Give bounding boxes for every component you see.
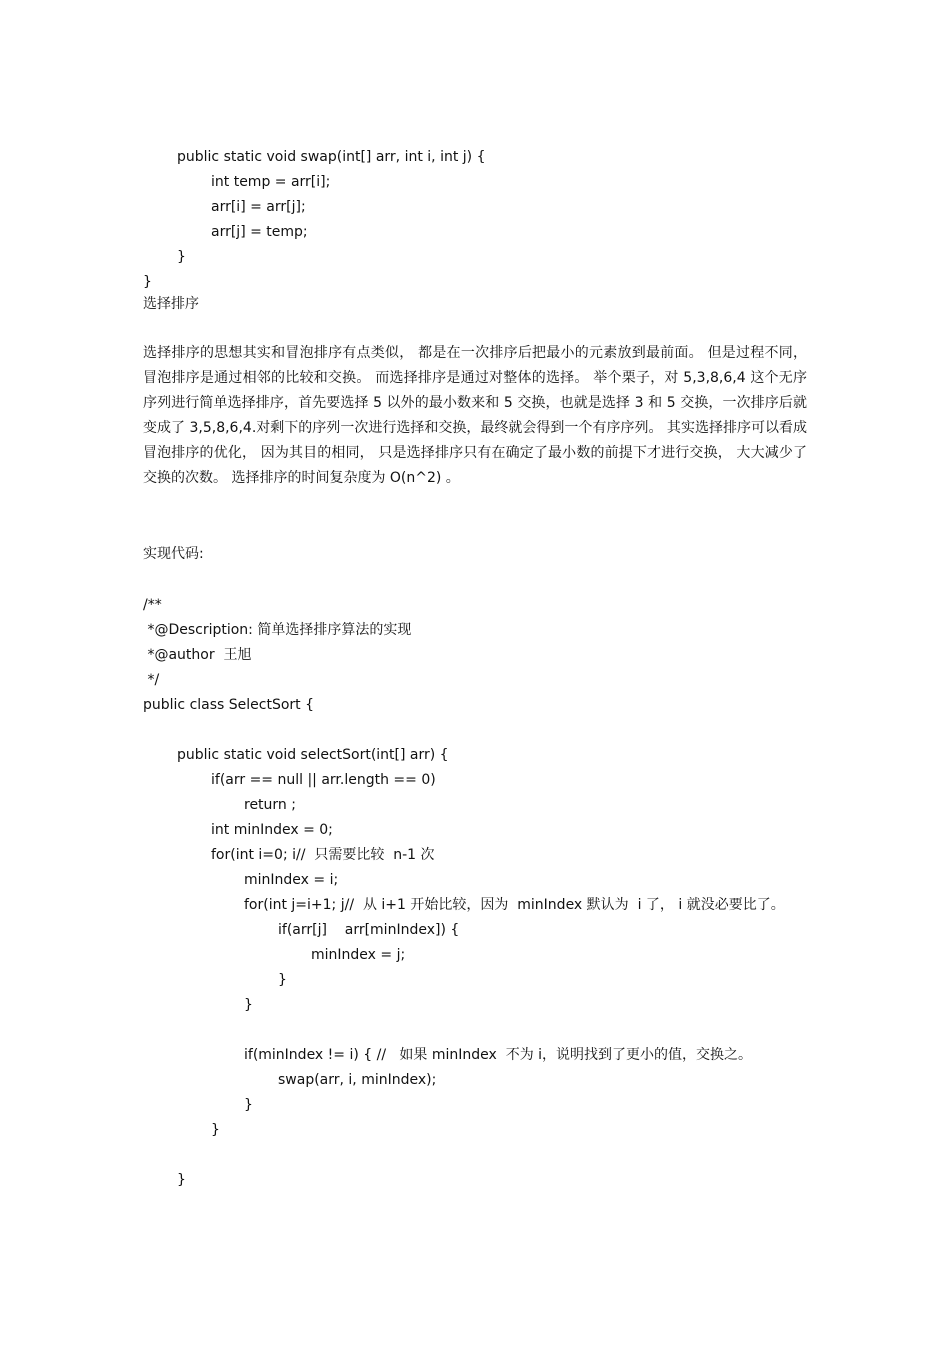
code-line: minIndex = i; (244, 872, 339, 888)
code-line: if(arr == null || arr.length == 0) (211, 772, 436, 788)
code-line: } (244, 997, 253, 1013)
code-line: public static void selectSort(int[] arr) { (177, 747, 449, 763)
code-line: int temp = arr[i]; (211, 174, 331, 190)
code-line: public static void swap(int[] arr, int i, int j) { (177, 149, 486, 165)
code-line: arr[j] = temp; (211, 224, 308, 240)
code-line: *@Description: 简单选择排序算法的实现 (143, 622, 412, 638)
code-line: /** (143, 597, 162, 613)
code-line: if(minIndex != i) { // 如果 minIndex 不为 i，说明找到了更小的值，交换之。 (244, 1047, 753, 1063)
impl-label: 实现代码: (143, 546, 204, 562)
code-line: *@author 王旭 (143, 647, 252, 663)
code-line: for(int j=i+1; j// 从 i+1 开始比较，因为 minIndex 默认为 i 了， i 就没必要比了。 (244, 897, 785, 913)
code-line: } (278, 972, 287, 988)
code-line: for(int i=0; i// 只需要比较 n-1 次 (211, 847, 435, 863)
code-line: arr[i] = arr[j]; (211, 199, 306, 215)
code-line: } (211, 1122, 220, 1138)
code-line: if(arr[j] arr[minIndex]) { (278, 922, 460, 938)
code-line: } (177, 249, 186, 265)
code-line: public class SelectSort { (143, 697, 315, 713)
description-paragraph: 选择排序的思想其实和冒泡排序有点类似， 都是在一次排序后把最小的元素放到最前面。 但是过程不同， 冒泡排序是通过相邻的比较和交换。 而选择排序是通过对整体的选择。 举个栗子，对 5,3,8,6,4 这个无序序列进行简单选择排序，首先要选择 5 以外的最小数来和 5 交换，也就是选择 3 和 5 交换，一次排序后就变成了 3,5,8,6,4.对剩下的序列一次进行选择和交换，最终就会得到一个有序序列。 其实选择排序可以看成冒泡排序的优化， 因为其目的相同， 只是选择排序只有在确定了最小数的前提下才进行交换， 大大减少了交换的次数。 选择排序的时间复杂度为 O(n^2) 。 (143, 345, 807, 486)
code-line: swap(arr, i, minIndex); (278, 1072, 437, 1088)
code-line: minIndex = j; (311, 947, 406, 963)
code-line: int minIndex = 0; (211, 822, 333, 838)
code-line: } (177, 1172, 186, 1188)
code-line: } (143, 274, 152, 290)
code-line: } (244, 1097, 253, 1113)
code-line: return ; (244, 797, 296, 813)
section-title: 选择排序 (143, 296, 199, 312)
code-line: */ (143, 672, 160, 688)
